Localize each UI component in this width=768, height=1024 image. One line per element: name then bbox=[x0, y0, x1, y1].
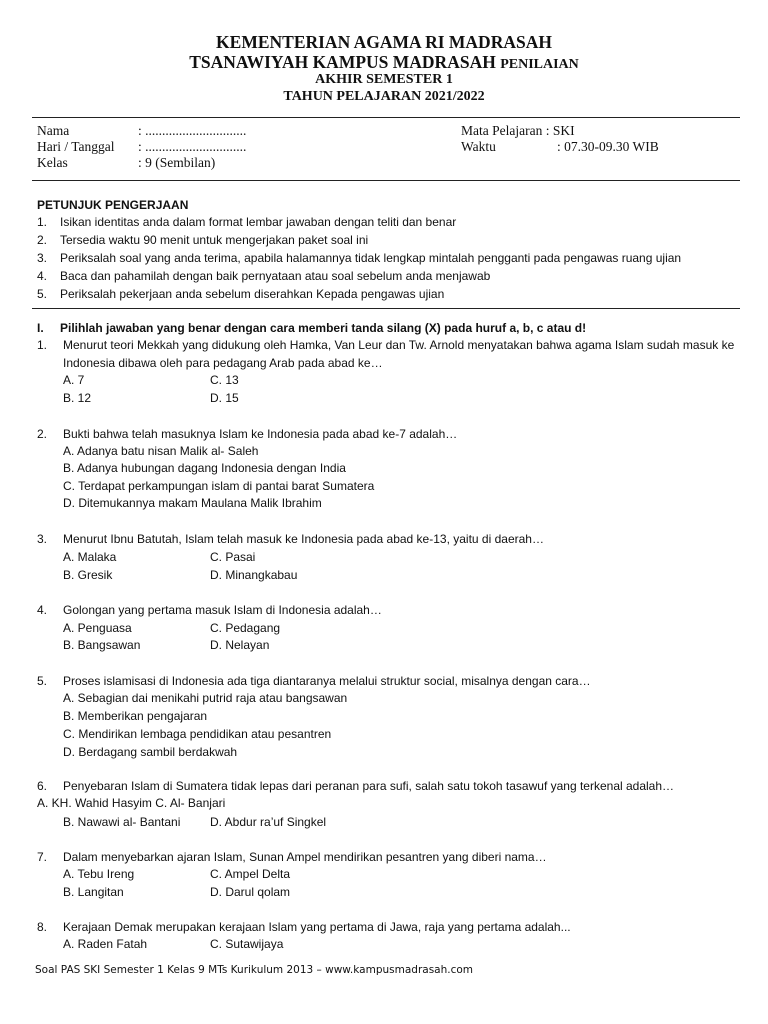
q1-option-a: A. 7 bbox=[63, 373, 85, 387]
q2-option-d: D. Ditemukannya makam Maulana Malik Ibrahim bbox=[63, 496, 322, 510]
nama-label: Nama bbox=[37, 123, 70, 138]
header-line-2 bbox=[0, 52, 768, 73]
q6-option-d: D. Abdur ra’uf Singkel bbox=[210, 815, 327, 829]
petunjuk-num-3: 3. bbox=[37, 251, 48, 265]
nama-value: : .............................. bbox=[138, 123, 247, 138]
hari-label: Hari / Tanggal bbox=[37, 139, 115, 154]
q3-text-line1: Menurut Ibnu Batutah, Islam telah masuk ke Indonesia pada abad ke-13, yaitu di daerah… bbox=[63, 532, 544, 546]
q2-number: 2. bbox=[37, 427, 48, 441]
q7-option-b: B. Langitan bbox=[63, 885, 124, 899]
q6-text-line1: Penyebaran Islam di Sumatera tidak lepas dari peranan para sufi, salah satu tokoh tasawuf yang terkenal adalah… bbox=[63, 779, 675, 793]
header-line-1: KEMENTERIAN AGAMA RI MADRASAH bbox=[216, 32, 552, 52]
q6-option-b: B. Nawawi al- Bantani bbox=[63, 815, 181, 829]
q5-option-c: C. Mendirikan lembaga pendidikan atau pesantren bbox=[63, 727, 332, 741]
kelas-value: : 9 (Sembilan) bbox=[138, 155, 216, 170]
petunjuk-text-3: Periksalah soal yang anda terima, apabila halamannya tidak lengkap mintalah pengganti pada pengawas ruang ujian bbox=[60, 251, 682, 265]
petunjuk-divider bbox=[32, 308, 740, 309]
q6-number: 6. bbox=[37, 779, 48, 793]
petunjuk-text-5: Periksalah pekerjaan anda sebelum diserahkan Kepada pengawas ujian bbox=[60, 287, 445, 301]
q1-option-c: C. 13 bbox=[210, 373, 239, 387]
q3-option-c: C. Pasai bbox=[210, 550, 256, 564]
petunjuk-num-2: 2. bbox=[37, 233, 48, 247]
petunjuk-text-4: Baca dan pahamilah dengan baik pernyataan atau soal sebelum anda menjawab bbox=[60, 269, 491, 283]
q5-option-b: B. Memberikan pengajaran bbox=[63, 709, 208, 723]
petunjuk-title: PETUNJUK PENGERJAAN bbox=[37, 198, 189, 212]
petunjuk-num-4: 4. bbox=[37, 269, 48, 283]
header-line-3: AKHIR SEMESTER 1 bbox=[315, 72, 453, 87]
q7-option-a: A. Tebu Ireng bbox=[63, 867, 135, 881]
section-title: Pilihlah jawaban yang benar dengan cara memberi tanda silang (X) pada huruf a, b, c atau d! bbox=[60, 321, 587, 335]
petunjuk-num-1: 1. bbox=[37, 215, 48, 229]
q8-text-line1: Kerajaan Demak merupakan kerajaan Islam yang pertama di Jawa, raja yang pertama adalah... bbox=[63, 920, 571, 934]
q7-number: 7. bbox=[37, 850, 48, 864]
q1-option-b: B. 12 bbox=[63, 391, 92, 405]
waktu-value: : 07.30-09.30 WIB bbox=[557, 139, 659, 154]
q1-number: 1. bbox=[37, 338, 48, 352]
q4-option-d: D. Nelayan bbox=[210, 638, 270, 652]
q7-option-c: C. Ampel Delta bbox=[210, 867, 291, 881]
q2-text-line1: Bukti bahwa telah masuknya Islam ke Indonesia pada abad ke-7 adalah… bbox=[63, 427, 458, 441]
q2-option-b: B. Adanya hubungan dagang Indonesia dengan India bbox=[63, 461, 346, 475]
header-line-2-main: TSANAWIYAH KAMPUS MADRASAH bbox=[189, 52, 496, 72]
waktu-label: Waktu bbox=[461, 139, 496, 154]
q4-option-c: C. Pedagang bbox=[210, 621, 281, 635]
q2-option-c: C. Terdapat perkampungan islam di pantai barat Sumatera bbox=[63, 479, 375, 493]
header-line-4: TAHUN PELAJARAN 2021/2022 bbox=[283, 89, 485, 104]
q4-number: 4. bbox=[37, 603, 48, 617]
petunjuk-num-5: 5. bbox=[37, 287, 48, 301]
q7-text-line1: Dalam menyebarkan ajaran Islam, Sunan Ampel mendirikan pesantren yang diberi nama… bbox=[63, 850, 547, 864]
mapel-label: Mata Pelajaran : SKI bbox=[461, 123, 575, 138]
q4-option-a: A. Penguasa bbox=[63, 621, 132, 635]
q3-option-a: A. Malaka bbox=[63, 550, 117, 564]
q5-number: 5. bbox=[37, 674, 48, 688]
q1-text-line1: Menurut teori Mekkah yang didukung oleh Hamka, Van Leur dan Tw. Arnold menyatakan bahwa agama Islam sudah masuk ke bbox=[63, 338, 735, 352]
q8-option-c: C. Sutawijaya bbox=[210, 937, 284, 951]
q4-text-line1: Golongan yang pertama masuk Islam di Indonesia adalah… bbox=[63, 603, 382, 617]
header-line-2-suffix: PENILAIAN bbox=[500, 57, 579, 72]
page-footer: Soal PAS SKI Semester 1 Kelas 9 MTs Kurikulum 2013 – www.kampusmadrasah.com bbox=[35, 964, 474, 976]
q1-option-d: D. 15 bbox=[210, 391, 239, 405]
petunjuk-text-1: Isikan identitas anda dalam format lembar jawaban dengan teliti dan benar bbox=[60, 215, 457, 229]
kelas-label: Kelas bbox=[37, 155, 68, 170]
q6-option-a-c: A. KH. Wahid Hasyim C. Al- Banjari bbox=[37, 796, 226, 810]
q5-option-a: A. Sebagian dai menikahi putrid raja atau bangsawan bbox=[63, 691, 348, 705]
q3-number: 3. bbox=[37, 532, 48, 546]
q8-option-a: A. Raden Fatah bbox=[63, 937, 148, 951]
q3-option-d: D. Minangkabau bbox=[210, 568, 298, 582]
q5-text-line1: Proses islamisasi di Indonesia ada tiga diantaranya melalui struktur social, misalnya dengan cara… bbox=[63, 674, 591, 688]
q7-option-d: D. Darul qolam bbox=[210, 885, 291, 899]
header-divider bbox=[32, 117, 740, 118]
q3-option-b: B. Gresik bbox=[63, 568, 113, 582]
q5-option-d: D. Berdagang sambil berdakwah bbox=[63, 745, 238, 759]
q2-option-a: A. Adanya batu nisan Malik al- Saleh bbox=[63, 444, 259, 458]
hari-value: : .............................. bbox=[138, 139, 247, 154]
q1-text-line2: Indonesia dibawa oleh para pedagang Arab pada abad ke… bbox=[63, 356, 383, 370]
q4-option-b: B. Bangsawan bbox=[63, 638, 141, 652]
q8-number: 8. bbox=[37, 920, 48, 934]
section-number: I. bbox=[37, 321, 44, 335]
petunjuk-text-2: Tersedia waktu 90 menit untuk mengerjakan paket soal ini bbox=[60, 233, 369, 247]
identity-divider bbox=[32, 180, 740, 181]
